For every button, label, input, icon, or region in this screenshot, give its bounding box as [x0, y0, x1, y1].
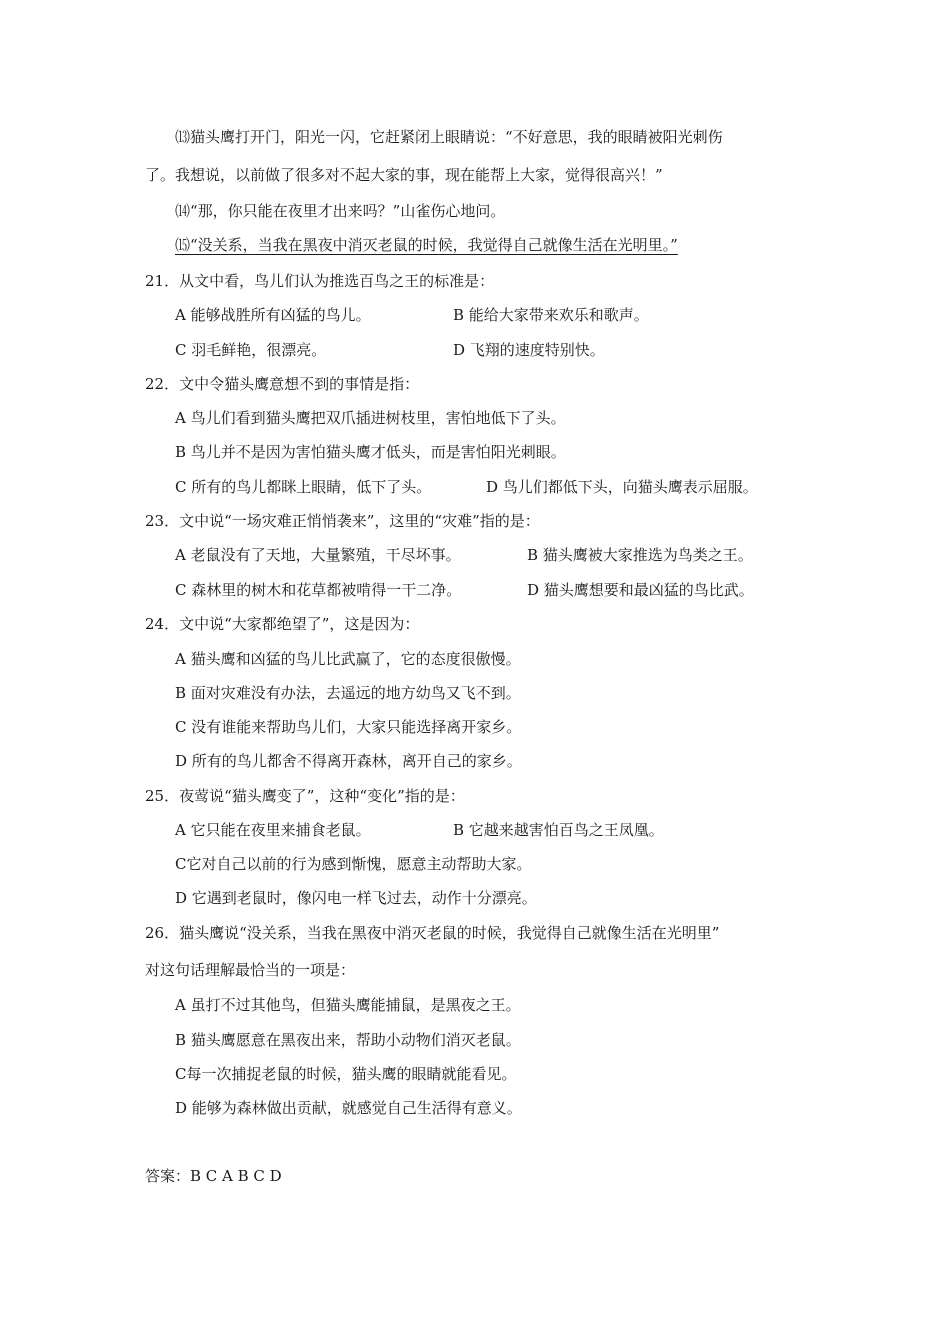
question-26-option-c: C每一次捕捉老鼠的时候，猫头鹰的眼睛就能看见。	[175, 1065, 517, 1083]
passage-p15: ⒂“没关系，当我在黑夜中消灭老鼠的时候，我觉得自己就像生活在光明里。”	[175, 236, 678, 254]
question-25-stem: 25．夜莺说“猫头鹰变了”，这种“变化”指的是：	[145, 787, 465, 805]
question-26-stem-line2: 对这句话理解最恰当的一项是：	[145, 961, 356, 979]
question-25-option-c: C它对自己以前的行为感到惭愧，愿意主动帮助大家。	[175, 855, 532, 873]
passage-p13-line1: ⒀猫头鹰打开门，阳光一闪，它赶紧闭上眼睛说：“不好意思，我的眼睛被阳光刺伤	[175, 128, 723, 146]
passage-p14: ⒁“那，你只能在夜里才出来吗？”山雀伤心地问。	[175, 202, 506, 220]
question-23-option-a: A 老鼠没有了天地，大量繁殖，干尽坏事。	[175, 546, 461, 564]
question-22-option-d: D 鸟儿们都低下头，向猫头鹰表示屈服。	[486, 478, 758, 496]
question-24-option-c: C 没有谁能来帮助鸟儿们，大家只能选择离开家乡。	[175, 718, 522, 736]
question-21-stem: 21．从文中看，鸟儿们认为推选百鸟之王的标准是：	[145, 272, 495, 290]
question-25-option-b: B 它越来越害怕百鸟之王凤凰。	[453, 821, 664, 839]
question-22-option-a: A 鸟儿们看到猫头鹰把双爪插进树枝里，害怕地低下了头。	[175, 409, 566, 427]
question-23-stem: 23．文中说“一场灾难正悄悄袭来”，这里的“灾难”指的是：	[145, 512, 540, 530]
question-25-option-a: A 它只能在夜里来捕食老鼠。	[175, 821, 371, 839]
question-24-stem: 24．文中说“大家都绝望了”，这是因为：	[145, 615, 420, 633]
question-21-option-c: C 羽毛鲜艳，很漂亮。	[175, 341, 327, 359]
passage-p13-line2: 了。我想说，以前做了很多对不起大家的事，现在能帮上大家，觉得很高兴！”	[145, 166, 663, 184]
answer-key: 答案：B C A B C D	[145, 1167, 282, 1185]
question-23-option-d: D 猫头鹰想要和最凶猛的鸟比武。	[527, 581, 754, 599]
question-23-option-c: C 森林里的树木和花草都被啃得一干二净。	[175, 581, 462, 599]
question-21-option-b: B 能给大家带来欢乐和歌声。	[453, 306, 649, 324]
question-22-option-b: B 鸟儿并不是因为害怕猫头鹰才低头，而是害怕阳光刺眼。	[175, 443, 566, 461]
question-23-option-b: B 猫头鹰被大家推选为鸟类之王。	[527, 546, 753, 564]
question-22-stem: 22．文中令猫头鹰意想不到的事情是指：	[145, 375, 420, 393]
question-26-option-a: A 虽打不过其他鸟，但猫头鹰能捕鼠，是黑夜之王。	[175, 996, 521, 1014]
question-26-option-d: D 能够为森林做出贡献，就感觉自己生活得有意义。	[175, 1099, 522, 1117]
question-24-option-b: B 面对灾难没有办法，去遥远的地方幼鸟又飞不到。	[175, 684, 521, 702]
question-22-option-c: C 所有的鸟儿都眯上眼睛，低下了头。	[175, 478, 432, 496]
question-24-option-d: D 所有的鸟儿都舍不得离开森林，离开自己的家乡。	[175, 752, 522, 770]
question-25-option-d: D 它遇到老鼠时，像闪电一样飞过去，动作十分漂亮。	[175, 889, 537, 907]
question-26-option-b: B 猫头鹰愿意在黑夜出来，帮助小动物们消灭老鼠。	[175, 1031, 521, 1049]
question-21-option-a: A 能够战胜所有凶猛的鸟儿。	[175, 306, 371, 324]
question-26-stem: 26．猫头鹰说“没关系，当我在黑夜中消灭老鼠的时候，我觉得自己就像生活在光明里”	[145, 924, 720, 942]
question-24-option-a: A 猫头鹰和凶猛的鸟儿比武赢了，它的态度很傲慢。	[175, 650, 521, 668]
question-21-option-d: D 飞翔的速度特别快。	[453, 341, 605, 359]
